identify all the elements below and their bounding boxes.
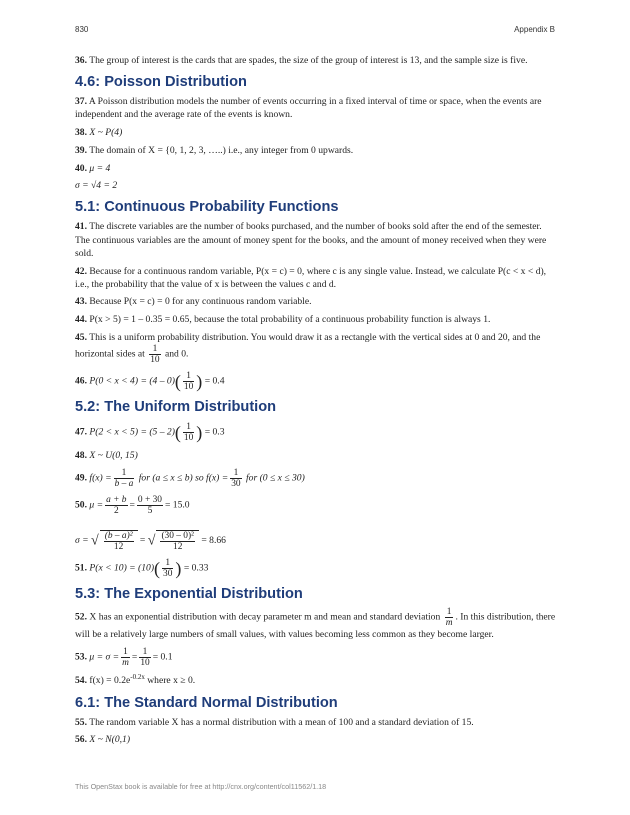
fraction: $\frac{a + b}{2}$ [106,495,127,517]
answer-number: 55. [75,716,87,728]
page-number: 830 [75,25,89,34]
page-header [75,25,555,37]
answer-number: 42. [75,265,87,277]
answer-number: 52. [75,611,87,623]
answer-44 [75,313,558,326]
answer-46: 46. P(0 < x < 4) = (4 – 0)( $\frac{1}{10}$ ) = 0.4 [75,371,225,393]
fraction: $\frac{1}{m}$ [445,607,453,629]
answer-number: 39. [75,144,87,156]
answer-text: . In this distribution, there will be a relatively large numbers of small values, with values becoming less common as they become larger. [75,611,556,641]
square-root [100,530,138,552]
fraction: $\frac{1}{30}$ [231,468,241,490]
answer-48: 48. X ~ U(0, 15) [75,450,138,462]
answer-number: 56. [75,734,87,746]
section-heading-4-6: 4.6: Poisson Distribution [75,74,247,91]
answer-36 [75,54,558,67]
answer-56: 56. X ~ N(0,1) [75,734,131,746]
answer-37 [75,95,558,121]
sqrt-symbol: √ [147,533,156,549]
answer-41 [75,220,558,260]
fraction: $\frac{\text{(b – a)²}}{12}$ [104,531,133,553]
answer-42 [75,265,558,291]
answer-number: 49. [75,472,87,484]
sqrt-symbol: √ [91,533,99,549]
fraction: $\frac{0 + 30}{5}$ [137,495,162,517]
square-root [156,530,199,552]
fraction: $\frac{1}{m}$ [122,647,129,669]
answer-40 [75,162,558,175]
fraction: $\frac{1}{10}$ [140,647,150,669]
answer-40-sigma [75,179,558,192]
answer-text: The domain of X = {0, 1, 2, 3, …..) i.e., any integer from 0 upwards. [89,144,354,156]
section-heading-5-3: 5.3: The Exponential Distribution [75,586,303,603]
answer-mu: μ = 4 [89,162,111,174]
answer-number: 40. [75,162,87,174]
answer-49: 49. f(x) = $\frac{1}{b - a}$ for (a ≤ x ≤ b) so f(x) = $\frac{1}{30}$ for (0 ≤ x ≤ 30) [75,468,305,490]
answer-54: 54. $f(x) = 0.2e^{-0.2x}$ where x ≥ 0. [75,673,196,687]
answer-38 [75,126,558,139]
fraction: $\frac{1}{10}$ [183,422,194,444]
fraction: $\frac{1}{30}$ [163,558,173,580]
answer-number: 50. [75,499,87,511]
answer-number: 41. [75,221,87,233]
fraction: $\frac{1}{b - a}$ [114,468,134,490]
fraction: $\frac{\text{(30 – 0)²}}{12}$ [161,531,194,553]
answer-number: 43. [75,296,87,308]
answer-text: Because for a continuous random variable, P(x = c) = 0, where c is any single value. Instead, we calculate P(c < x < d), i.e., the probability that the value of x is between the values c and d. [75,265,547,290]
answer-text: P(x > 5) = 1 – 0.35 = 0.65, because the total probability of a continuous probability function is always 1. [89,314,491,326]
running-head: Appendix B [514,25,555,34]
answer-number: 45. [75,331,87,343]
answer-53: 53. μ = σ = $\frac{1}{m}$ = $\frac{1}{10}$ = 0.1 [75,647,173,669]
answer-text: and 0. [165,348,189,360]
answer-51: 51. P(x < 10) = (10)( $\frac{1}{30}$ ) = 0.33 [75,558,209,580]
answer-text: The discrete variables are the number of books purchased, and the number of books sold after the end of the semester. The continuous variables are the amount of money spent for the books, and the amount of money received when they were sold. [75,221,547,259]
answer-text: This is a uniform probability distribution. You would draw it as a rectangle with the vertical sides at 0 and 20, and the horizontal sides at [75,331,541,360]
answer-50: 50. μ = $\frac{a + b}{2}$ = $\frac{0 + 30}{5}$ = 15.0 [75,495,190,517]
answer-text: X has an exponential distribution with decay parameter m and mean and standard deviation [89,611,441,623]
page-footer: This OpenStax book is available for free at http://cnx.org/content/col11562/1.18 [75,782,327,791]
answer-number: 38. [75,127,87,139]
fraction: $\frac{1}{10}$ [183,371,194,393]
answer-text: X ~ P(4) [89,127,123,139]
answer-number: 44. [75,314,87,326]
answer-text: The group of interest is the cards that are spades, the size of the group of interest is 13, and the sample size is five. [89,55,528,66]
answer-55 [75,716,558,729]
answer-number: 46. [75,375,87,387]
answer-number: 36. [75,55,87,66]
answer-43 [75,295,558,308]
answer-text: The random variable X has a normal distribution with a mean of 100 and a standard deviation of 15. [89,716,474,728]
answer-number: 53. [75,652,87,664]
answer-47: 47. P(2 < x < 5) = (5 – 2)( $\frac{1}{10}$ ) = 0.3 [75,422,225,444]
answer-sigma: σ = √4 = 2 [75,180,118,192]
answer-text: Because P(x = c) = 0 for any continuous random variable. [89,296,312,308]
answer-39 [75,144,558,157]
answer-text: A Poisson distribution models the number of events occurring in a fixed interval of time or space, when the events are independent and the average rate of the events is known. [75,96,542,121]
fraction: $\frac{1}{10}$ [150,344,160,366]
answer-number: 37. [75,96,87,108]
section-heading-6-1: 6.1: The Standard Normal Distribution [75,694,338,711]
answer-number: 54. [75,675,87,687]
section-heading-5-2: 5.2: The Uniform Distribution [75,399,277,416]
answer-number: 47. [75,426,87,438]
page-content [75,54,558,751]
answer-number: 51. [75,562,87,574]
answer-number: 48. [75,450,87,462]
answer-52 [75,607,558,641]
section-heading-5-1: 5.1: Continuous Probability Functions [75,199,339,216]
answer-45 [75,331,558,365]
answer-50-sigma: σ = √ $\frac{\text{(b – a)²}}{12}$ = √ $\frac{\text{(30 – 0)²}}{12}$ = 8.66 [75,531,226,553]
